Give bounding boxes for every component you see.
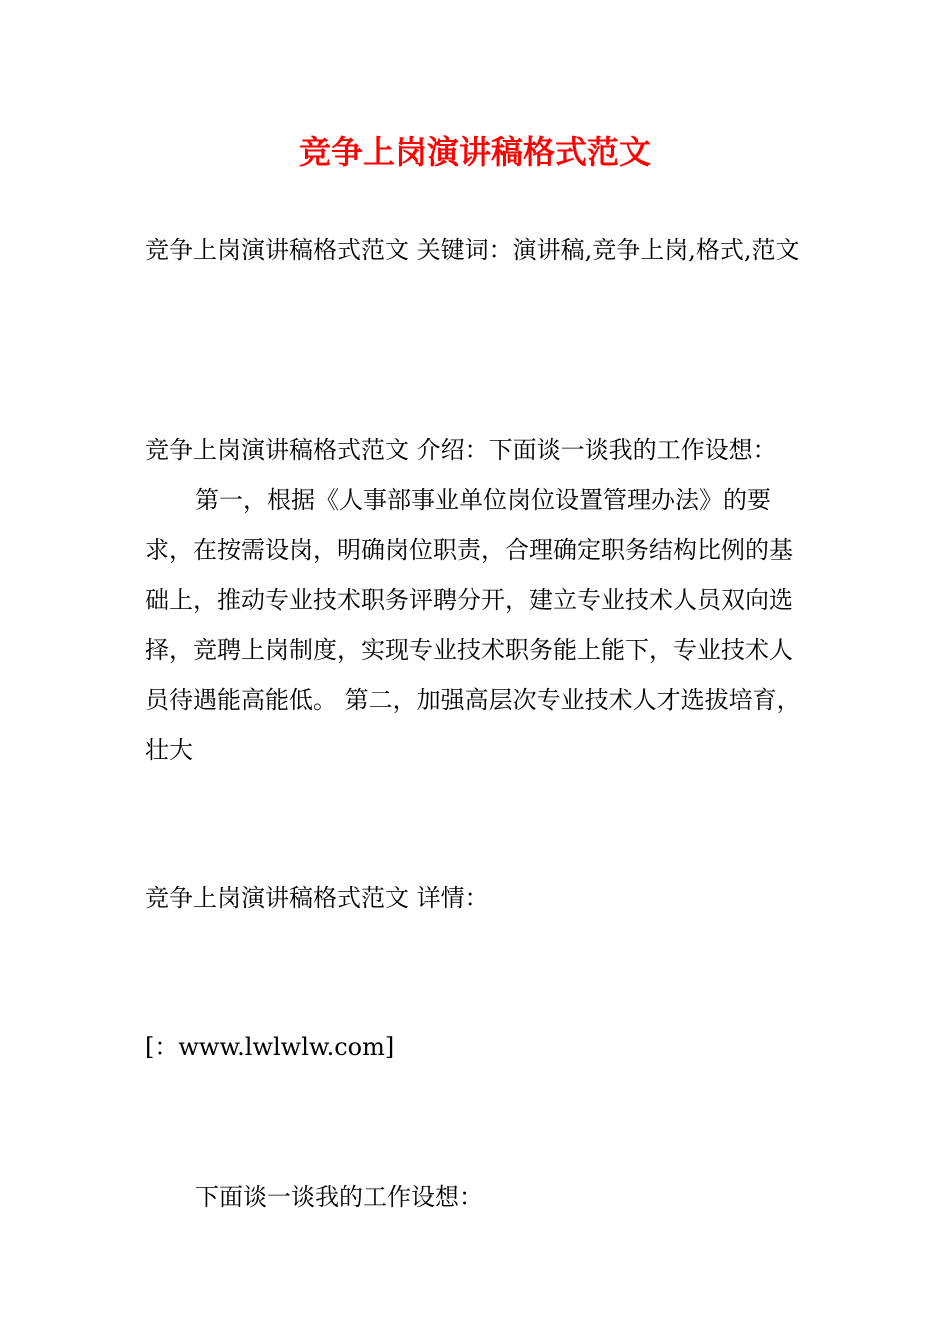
plan-text: 下面谈一谈我的工作设想： [195,1183,483,1211]
document-title: 竞争上岗演讲稿格式范文 [298,133,651,171]
intro-lead-text: 竞争上岗演讲稿格式范文 介绍：下面谈一谈我的工作设想： [145,436,777,464]
keywords-paragraph: 竞争上岗演讲稿格式范文 关键词：演讲稿,竞争上岗,格式,范文 [145,236,800,264]
details-paragraph: 竞争上岗演讲稿格式范文 详情： [145,884,489,912]
source-link-text: [：www.lwlwlw.com] [145,1033,395,1061]
plan-paragraph [145,1172,810,1222]
intro-body-text: 第一，根据《人事部事业单位岗位设置管理办法》的要求，在按需设岗，明确岗位职责，合理确定职务结构比例的基础上，推动专业技术职务评聘分开，建立专业技术人员双向选择，竞聘上岗制度，实现专业技术职务能上能下，专业技术人员待遇能高能低。 第二，加强高层次专业技术人才选拔培育，壮大 [145,486,801,764]
intro-paragraph [145,425,810,775]
